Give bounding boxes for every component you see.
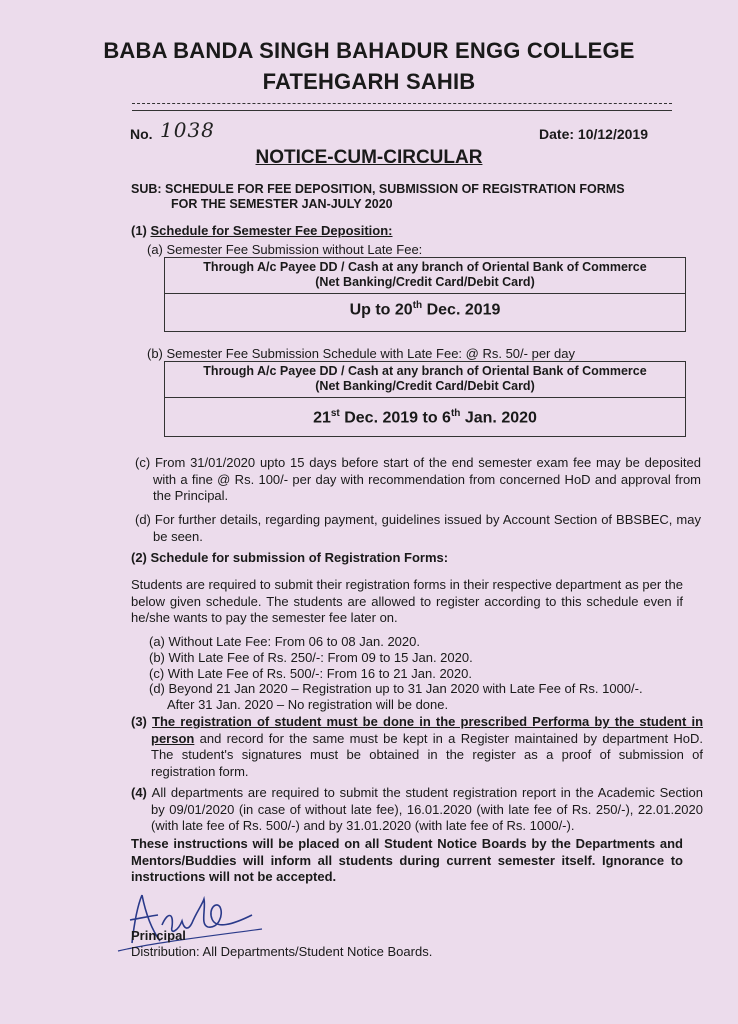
fee-box-a-method xyxy=(165,258,685,294)
fee-box-b-date-sup2: th xyxy=(450,408,461,419)
section1-d-text: (d) For further details, regarding payment, guidelines issued by Account Section of BBSBEC, may be seen. xyxy=(135,512,701,544)
section2-item-a: (a) Without Late Fee: From 06 to 08 Jan. 2020. xyxy=(149,634,420,649)
section1-title: Schedule for Semester Fee Deposition: xyxy=(150,223,393,238)
fee-box-b-date-sup1: st xyxy=(330,408,340,419)
subject xyxy=(131,182,691,212)
signature-designation: Principal xyxy=(131,928,186,943)
fee-box-a-line1: Through A/c Payee DD / Cash at any branch of Oriental Bank of Commerce xyxy=(203,260,647,274)
header-divider-solid xyxy=(132,110,672,111)
fee-box-a-date xyxy=(165,294,685,319)
fee-box-b-date xyxy=(165,398,685,427)
section3-emphasis: The registration of student must be done in the prescribed Performa by the student in person xyxy=(151,714,704,746)
section2-item-b: (b) With Late Fee of Rs. 250/-: From 09 to 15 Jan. 2020. xyxy=(149,649,473,665)
section3-rest: and record for the same must be kept in a Register maintained by department HoD. The student's signatures must be obtained in the register as a proof of submission of registration form. xyxy=(151,730,703,779)
college-name-line2: FATEHGARH SAHIB xyxy=(262,69,476,94)
section4-text xyxy=(131,785,703,835)
section4-number: (4) xyxy=(131,785,152,800)
section1-a-label: (a) Semester Fee Submission without Late Fee: xyxy=(147,242,423,257)
header-divider-dashed xyxy=(132,103,672,104)
distribution-line: Distribution: All Departments/Student Notice Boards. xyxy=(131,944,433,959)
section1-heading xyxy=(131,223,393,238)
section2-heading: (2) Schedule for submission of Registration Forms: xyxy=(131,550,449,565)
page-title: NOTICE-CUM-CIRCULAR xyxy=(255,147,483,168)
fee-box-a-date-rest: Dec. 2019 xyxy=(422,301,501,319)
fee-box-b-method xyxy=(165,362,685,398)
fee-box-with-late-fee xyxy=(164,361,686,437)
section3-text xyxy=(131,714,703,780)
section3-number: (3) xyxy=(131,714,153,729)
fee-box-b-line2: (Net Banking/Credit Card/Debit Card) xyxy=(315,379,535,393)
section1-c-text: (c) From 31/01/2020 upto 15 days before start of the end semester exam fee may be deposited with a fine @ Rs. 100/- per day with recommendation from concerned HoD and approval from the Principal. xyxy=(135,455,701,503)
closing-instructions: These instructions will be placed on all Student Notice Boards by the Departments and Mentors/Buddies will inform all students during current semester itself. Ignorance to instructions will not be accepted. xyxy=(131,836,683,884)
fee-box-b-date-3: Jan. 2020 xyxy=(460,409,537,427)
notice-number-value: 1038 xyxy=(160,118,215,142)
fee-box-b-date-1: 21 xyxy=(313,409,331,427)
fee-box-b-date-2: Dec. 2019 to 6 xyxy=(339,409,451,427)
notice-number-label: No. xyxy=(130,126,153,142)
fee-box-a-line2: (Net Banking/Credit Card/Debit Card) xyxy=(315,275,535,289)
section1-number: (1) xyxy=(131,223,151,238)
section2-item-d: (d) Beyond 21 Jan 2020 – Registration up to 31 Jan 2020 with Late Fee of Rs. 1000/-. xyxy=(149,681,643,697)
section2-intro: Students are required to submit their registration forms in their respective department as per the below given schedule. The students are allowed to register according to this schedule even if he/she wants to pay the semester fee later on. xyxy=(131,577,683,625)
college-name-line1: BABA BANDA SINGH BAHADUR ENGG COLLEGE xyxy=(103,38,635,63)
section2-item-c: (c) With Late Fee of Rs. 500/-: From 16 to 21 Jan. 2020. xyxy=(149,665,472,681)
fee-box-b-line1: Through A/c Payee DD / Cash at any branch of Oriental Bank of Commerce xyxy=(203,364,647,378)
subject-line1: SUB: SCHEDULE FOR FEE DEPOSITION, SUBMISSION OF REGISTRATION FORMS xyxy=(131,182,625,196)
fee-box-a-date-main: Up to 20 xyxy=(349,301,413,319)
fee-box-a-date-sup: th xyxy=(412,300,423,311)
section2-item-d-cont: After 31 Jan. 2020 – No registration will be done. xyxy=(167,697,449,713)
fee-box-without-late-fee xyxy=(164,257,686,332)
subject-line2: FOR THE SEMESTER JAN-JULY 2020 xyxy=(171,197,393,211)
notice-date: Date: 10/12/2019 xyxy=(539,126,648,142)
section2-list xyxy=(149,634,643,713)
section1-b-label: (b) Semester Fee Submission Schedule with Late Fee: @ Rs. 50/- per day xyxy=(147,346,575,361)
section4-body: All departments are required to submit the student registration report in the Academic Section by 09/01/2020 (in case of without late fee), 16.01.2020 (with late fee of Rs. 250/-), 22.01.2020 (with late fee of Rs. 500/-) and by 31.01.2020 (with late fee of Rs. 1000/-). xyxy=(151,785,703,833)
